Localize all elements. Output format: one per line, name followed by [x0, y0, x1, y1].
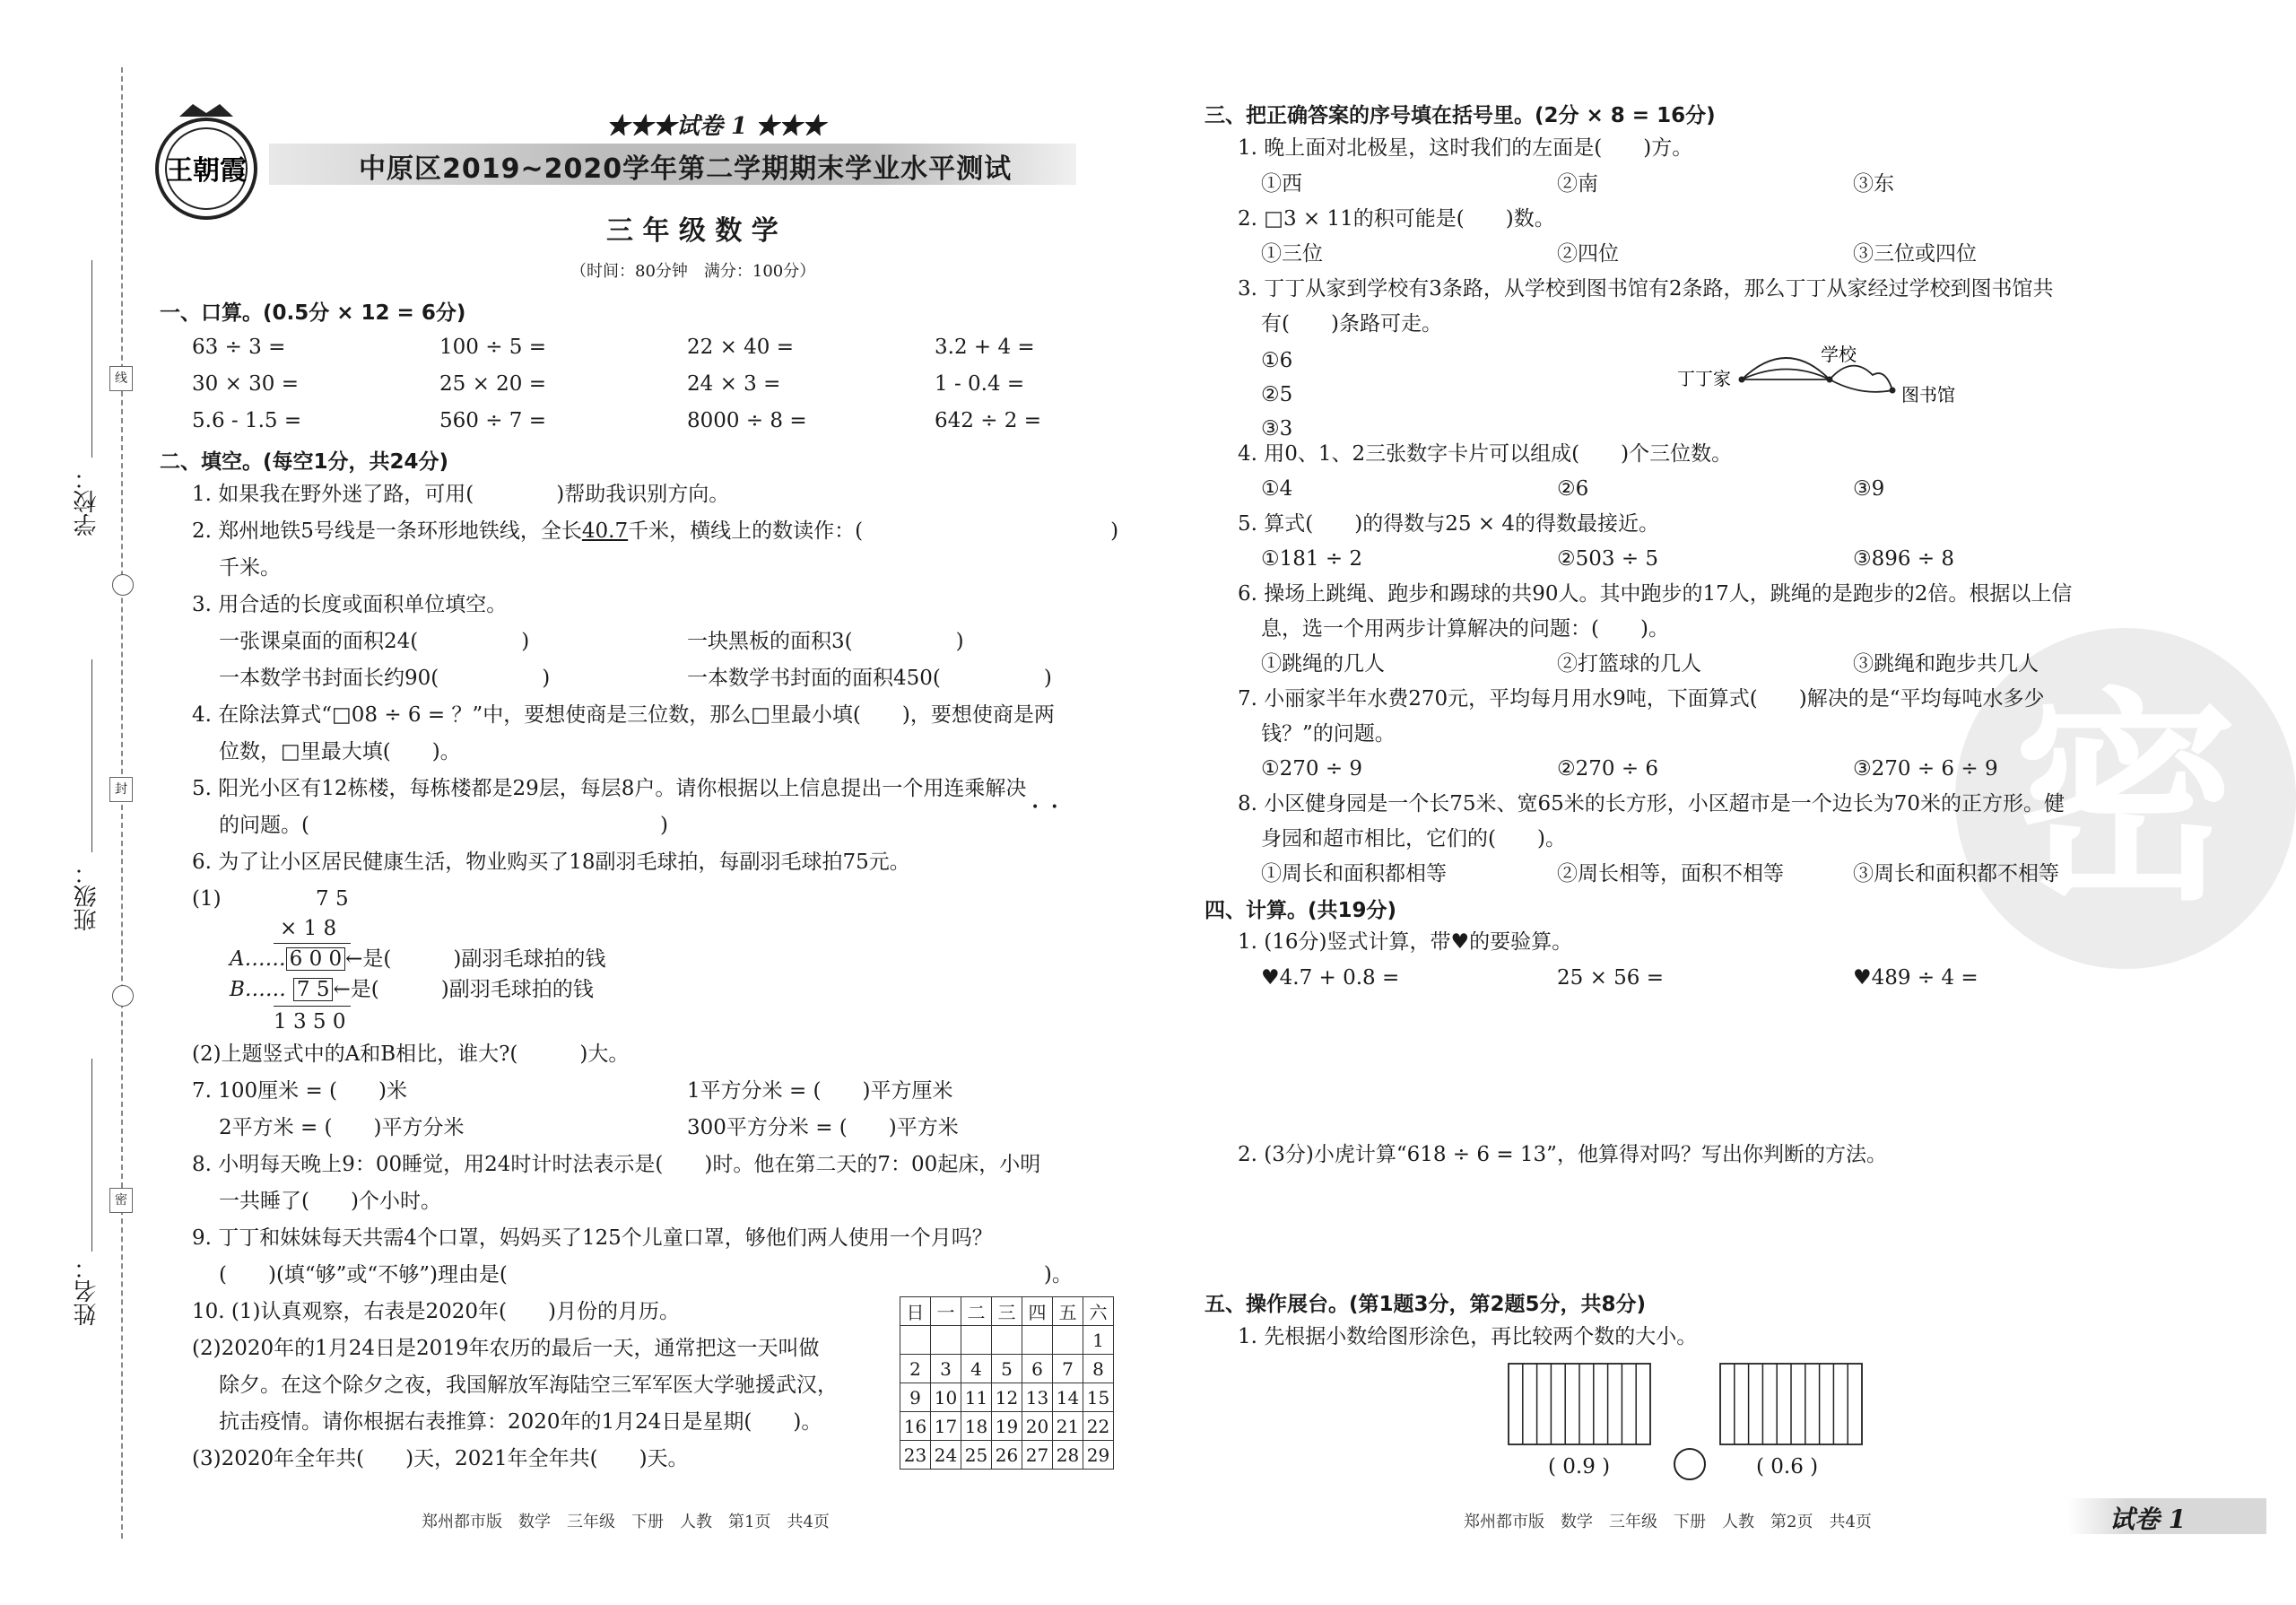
s2-q7a: 7. 100厘米 = ( )米 [192, 1079, 407, 1103]
s1-item: 3.2 + 4 = [935, 336, 1035, 359]
bar-label-2: ( 0.6 ) [1756, 1455, 1819, 1479]
calc-row-b: B…… 7 5 ←是( )副羽毛球拍的钱 [230, 978, 594, 1001]
cal-cell: 22 [1083, 1412, 1114, 1441]
cal-head: 六 [1083, 1297, 1114, 1326]
option: ②打篮球的几人 [1557, 652, 1701, 676]
cal-cell: 18 [961, 1412, 992, 1441]
cal-head: 一 [931, 1297, 961, 1326]
cal-cell [992, 1326, 1022, 1355]
option: ③周长和面积都不相等 [1853, 862, 2059, 885]
calc-row-a: A…… 6 0 0 ←是( )副羽毛球拍的钱 [230, 947, 606, 971]
s2-q5-cont: 的问题。( ) [219, 814, 668, 837]
emphasis-dots: • • [1031, 800, 1058, 815]
decimal-bars [1507, 1362, 1883, 1447]
cal-cell: 6 [1022, 1355, 1053, 1383]
s2-q8-cont: 一共睡了( )个小时。 [219, 1190, 441, 1213]
cal-cell: 11 [961, 1383, 992, 1412]
cal-cell: 8 [1083, 1355, 1114, 1383]
s2-q1: 1. 如果我在野外迷了路，可用( )帮助我识别方向。 [192, 483, 730, 506]
cal-cell: 26 [992, 1441, 1022, 1470]
box-a: 6 0 0 [286, 947, 346, 971]
s2-q6: 6. 为了让小区居民健康生活，物业购买了18副羽毛球拍，每副羽毛球拍75元。 [192, 850, 910, 874]
logo-seal [152, 97, 260, 222]
option: ①181 ÷ 2 [1261, 547, 1363, 571]
s1-item: 1 - 0.4 = [935, 372, 1025, 396]
s3-q3-cont: 有( )条路可走。 [1261, 312, 1442, 336]
option: ②四位 [1557, 242, 1619, 266]
exam-meta: （时间：80分钟 满分：100分） [570, 262, 816, 281]
cal-head: 五 [1053, 1297, 1083, 1326]
cal-cell: 12 [992, 1383, 1022, 1412]
s1-item: 22 × 40 = [687, 336, 795, 359]
vertical-calc-num2: × 1 8 [280, 917, 337, 940]
option: ①跳绳的几人 [1261, 652, 1385, 676]
option: ①270 ÷ 9 [1261, 757, 1363, 781]
binding-dashed-line [121, 67, 123, 1539]
option: ②南 [1557, 172, 1598, 196]
s1-item: 8000 ÷ 8 = [687, 409, 807, 432]
option: ③270 ÷ 6 ÷ 9 [1853, 757, 1998, 781]
s1-item: 5.6 - 1.5 = [192, 409, 302, 432]
s1-title: 一、口算。(0.5分 × 12 = 6分) [160, 301, 466, 325]
cal-cell: 25 [961, 1441, 992, 1470]
vertical-calc-num1: 7 5 [316, 887, 349, 911]
compare-circle[interactable] [1674, 1448, 1706, 1480]
seal-char-xian: 线 [109, 366, 133, 391]
s1-item: 63 ÷ 3 = [192, 336, 286, 359]
class-label: 班级： [74, 861, 100, 931]
cal-cell: 17 [931, 1412, 961, 1441]
s3-q5: 5. 算式( )的得数与25 × 4的得数最接近。 [1238, 512, 1659, 536]
option: ③3 [1261, 417, 1293, 441]
option: ②周长相等，面积不相等 [1557, 862, 1784, 885]
option: ②5 [1261, 383, 1293, 406]
s2-q2: 2. 郑州地铁5号线是一条环形地铁线，全长40.7千米，横线上的数读作：( ) [192, 519, 1119, 543]
cal-head: 二 [961, 1297, 992, 1326]
option: ③三位或四位 [1853, 242, 1977, 266]
cal-cell: 14 [1053, 1383, 1083, 1412]
option: ①三位 [1261, 242, 1323, 266]
seal-char-feng: 封 [109, 777, 133, 802]
calc-rule [274, 943, 351, 944]
s2-q10-3: (3)2020年全年共( )天，2021年全年共( )天。 [192, 1447, 689, 1470]
route-diagram [1677, 341, 1955, 422]
cal-cell: 3 [931, 1355, 961, 1383]
seal-char-mi: 密 [109, 1188, 133, 1213]
cal-cell: 27 [1022, 1441, 1053, 1470]
s2-q3c: 一本数学书封面长约90( ) [219, 667, 551, 690]
s2-title: 二、填空。(每空1分，共24分) [160, 450, 449, 474]
cal-cell: 4 [961, 1355, 992, 1383]
option: ②6 [1557, 477, 1589, 501]
svg-text:图书馆: 图书馆 [1901, 384, 1955, 406]
s3-q8: 8. 小区健身园是一个长75米、宽65米的长方形，小区超市是一个边长为70米的正方形。健 [1238, 792, 2066, 816]
cal-head: 三 [992, 1297, 1022, 1326]
option: ①周长和面积都相等 [1261, 862, 1447, 885]
s1-item: 24 × 3 = [687, 372, 781, 396]
corner-tag: 试卷 1 [2109, 1505, 2187, 1534]
cal-head: 日 [900, 1297, 931, 1326]
s2-q7b: 1平方分米 = ( )平方厘米 [687, 1079, 953, 1103]
option: ②503 ÷ 5 [1557, 547, 1659, 571]
name-fill-line[interactable] [91, 1059, 92, 1252]
s2-q6-part1: (1) [192, 887, 222, 911]
cal-cell [931, 1326, 961, 1355]
cal-cell: 20 [1022, 1412, 1053, 1441]
s4-q1: 1. (16分)竖式计算，带♥的要验算。 [1238, 930, 1573, 954]
cal-cell [1022, 1326, 1053, 1355]
s4-q2: 2. (3分)小虎计算“618 ÷ 6 = 13”，他算得对吗？写出你判断的方法。 [1238, 1143, 1887, 1166]
footer-right: 郑州都市版 数学 三年级 下册 人教 第2页 共4页 [1464, 1513, 1872, 1531]
cal-cell: 2 [900, 1355, 931, 1383]
s2-q3: 3. 用合适的长度或面积单位填空。 [192, 593, 508, 616]
s3-q7-cont: 钱？”的问题。 [1261, 722, 1396, 746]
s2-q3a: 一张课桌面的面积24( ) [219, 630, 530, 653]
calc-item: ♥489 ÷ 4 = [1853, 966, 1979, 990]
s2-q7d: 300平方分米 = ( )平方米 [687, 1116, 959, 1139]
option: ③跳绳和跑步共几人 [1853, 652, 2039, 676]
svg-text:丁丁家: 丁丁家 [1677, 368, 1731, 389]
cal-cell: 16 [900, 1412, 931, 1441]
school-label: 学校： [74, 467, 100, 536]
footer-left: 郑州都市版 数学 三年级 下册 人教 第1页 共4页 [422, 1513, 830, 1531]
cal-cell: 10 [931, 1383, 961, 1412]
subject-title: 三 年 级 数 学 [606, 215, 778, 247]
exam-title: 中原区2019~2020学年第二学期期末学业水平测试 [359, 153, 1013, 185]
watermark-seal: 密 [1955, 628, 2296, 969]
option: ①西 [1261, 172, 1302, 196]
cal-cell: 9 [900, 1383, 931, 1412]
s2-q9: 9. 丁丁和妹妹每天共需4个口罩，妈妈买了125个儿童口罩，够他们两人使用一个月吗？ [192, 1226, 993, 1250]
s2-q10-1: 10. (1)认真观察，右表是2020年( )月份的月历。 [192, 1300, 680, 1323]
option: ③9 [1853, 477, 1885, 501]
calc-item: ♥4.7 + 0.8 = [1261, 966, 1400, 990]
s2-q3b: 一块黑板的面积3( ) [687, 630, 964, 653]
cal-cell [961, 1326, 992, 1355]
cal-cell: 15 [1083, 1383, 1114, 1412]
option: ③896 ÷ 8 [1853, 547, 1955, 571]
cal-cell [1053, 1326, 1083, 1355]
s3-q7: 7. 小丽家半年水费270元，平均每月用水9吨，下面算式( )解决的是“平均每吨水多少 [1238, 687, 2045, 711]
s1-item: 100 ÷ 5 = [439, 336, 547, 359]
name-label: 姓名： [74, 1256, 100, 1326]
cal-cell: 29 [1083, 1441, 1114, 1470]
school-fill-line[interactable] [91, 260, 92, 458]
cal-cell: 21 [1053, 1412, 1083, 1441]
s4-title: 四、计算。(共19分) [1205, 899, 1397, 922]
class-fill-line[interactable] [91, 659, 92, 852]
s3-q2: 2. □3 × 11的积可能是( )数。 [1238, 207, 1555, 231]
s2-q6-part2: (2)上题竖式中的A和B相比，谁大?( )大。 [192, 1042, 630, 1066]
s2-q7c: 2平方米 = ( )平方分米 [219, 1116, 465, 1139]
svg-text:王朝霞: 王朝霞 [166, 155, 247, 187]
option: ③东 [1853, 172, 1894, 196]
s5-title: 五、操作展台。(第1题3分，第2题5分，共8分) [1205, 1293, 1647, 1316]
cal-cell: 5 [992, 1355, 1022, 1383]
s3-q4: 4. 用0、1、2三张数字卡片可以组成( )个三位数。 [1238, 442, 1733, 466]
s1-item: 25 × 20 = [439, 372, 547, 396]
binding-knot-icon [112, 985, 134, 1007]
s5-q1: 1. 先根据小数给图形涂色，再比较两个数的大小。 [1238, 1325, 1698, 1348]
cal-cell: 1 [1083, 1326, 1114, 1355]
s2-q9-cont: ( )(填“够”或“不够”)理由是( )。 [219, 1263, 1073, 1287]
s3-q1: 1. 晚上面对北极星，这时我们的左面是( )方。 [1238, 136, 1693, 160]
series-label: ★★★试卷 1 ★★★ [606, 113, 826, 140]
binding-knot-icon [112, 574, 134, 596]
option: ②270 ÷ 6 [1557, 757, 1659, 781]
s1-item: 30 × 30 = [192, 372, 300, 396]
s3-q8-cont: 身园和超市相比，它们的( )。 [1261, 827, 1566, 850]
cal-cell: 7 [1053, 1355, 1083, 1383]
s2-q10-2c: 抗击疫情。请你根据右表推算：2020年的1月24日是星期( )。 [219, 1410, 822, 1434]
s1-item: 560 ÷ 7 = [439, 409, 547, 432]
cal-cell: 28 [1053, 1441, 1083, 1470]
cal-cell [900, 1326, 931, 1355]
vertical-calc-sum: 1 3 5 0 [274, 1010, 346, 1034]
s2-q4: 4. 在除法算式“□08 ÷ 6 = ？”中，要想使商是三位数，那么□里最小填( )，要想使商是两 [192, 703, 1055, 727]
cal-cell: 13 [1022, 1383, 1053, 1412]
s2-q3d: 一本数学书封面的面积450( ) [687, 667, 1052, 690]
option: ①4 [1261, 477, 1293, 501]
svg-text:学校: 学校 [1821, 344, 1857, 365]
s1-item: 642 ÷ 2 = [935, 409, 1042, 432]
cal-cell: 19 [992, 1412, 1022, 1441]
s3-q6-cont: 息，选一个用两步计算解决的问题：( )。 [1261, 617, 1669, 641]
s3-q3: 3. 丁丁从家到学校有3条路，从学校到图书馆有2条路，那么丁丁从家经过学校到图书馆共 [1238, 277, 2054, 301]
calendar-table [900, 1296, 1114, 1470]
calc-item: 25 × 56 = [1557, 966, 1665, 990]
s2-q2-cont: 千米。 [219, 556, 281, 580]
box-b: 7 5 [293, 978, 334, 1001]
s2-q4-cont: 位数，□里最大填( )。 [219, 740, 461, 763]
s3-title: 三、把正确答案的序号填在括号里。(2分 × 8 = 16分) [1205, 104, 1716, 127]
s2-q10-2b: 除夕。在这个除夕之夜，我国解放军海陆空三军军医大学驰援武汉， [219, 1374, 838, 1397]
s2-q8: 8. 小明每天晚上9：00睡觉，用24时计时法表示是( )时。他在第二天的7：00起床，小明 [192, 1153, 1041, 1176]
cal-cell: 24 [931, 1441, 961, 1470]
option: ①6 [1261, 349, 1293, 372]
cal-cell: 23 [900, 1441, 931, 1470]
s3-q6: 6. 操场上跳绳、跑步和踢球的共90人。其中跑步的17人，跳绳的是跑步的2倍。根据以上信 [1238, 582, 2073, 606]
s2-q10-2: (2)2020年的1月24日是2019年农历的最后一天，通常把这一天叫做 [192, 1337, 820, 1360]
bar-label-1: ( 0.9 ) [1548, 1455, 1611, 1479]
calc-rule [274, 1006, 351, 1007]
cal-head: 四 [1022, 1297, 1053, 1326]
s2-q5: 5. 阳光小区有12栋楼，每栋楼都是29层，每层8户。请你根据以上信息提出一个用连乘解决 [192, 777, 1027, 800]
